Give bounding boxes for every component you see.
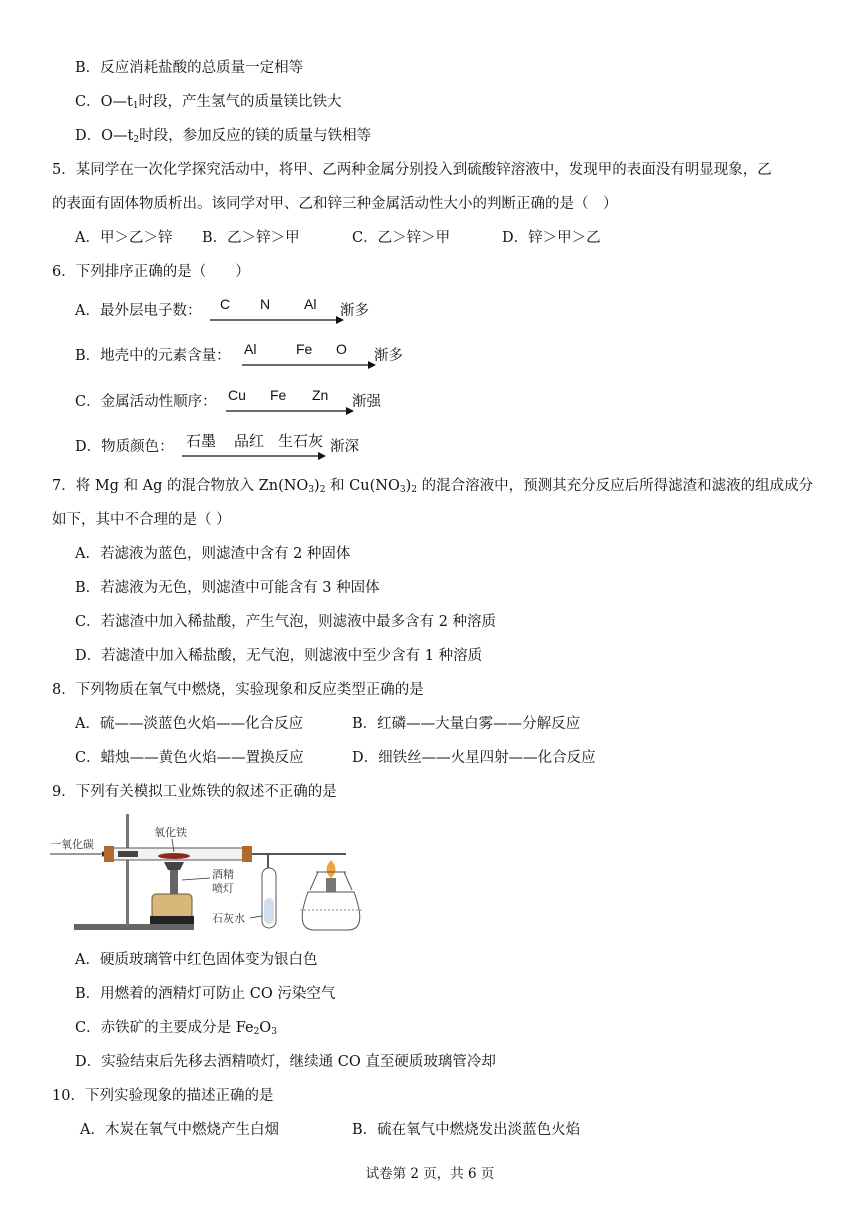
arrow-icon (224, 387, 364, 417)
arrow-item: Al (304, 296, 317, 312)
q9-stem: 9．下列有关模拟工业炼铁的叙述不正确的是 (52, 784, 337, 800)
arrow-item: O (336, 341, 347, 357)
arrow-item: N (260, 296, 271, 312)
q9-option-b: B．用燃着的酒精灯可防止 CO 污染空气 (75, 986, 336, 1002)
q6-option-d-trend: 渐深 (330, 439, 359, 455)
q8-option-b: B．红磷——大量白雾——分解反应 (352, 716, 581, 732)
q10-option-a: A．木炭在氧气中燃烧产生白烟 (80, 1122, 279, 1138)
q7-stem-line2: 如下，其中不合理的是（ ） (52, 512, 231, 528)
arrow-item: Fe (296, 341, 313, 357)
q5-stem-line2: 的表面有固体物质析出。该同学对甲、乙和锌三种金属活动性大小的判断正确的是（ ） (52, 196, 618, 212)
co-label: 一氧化碳 (50, 838, 94, 851)
q6-option-a-arrow (208, 296, 348, 326)
q9-option-d: D．实验结束后先移去酒精喷灯，继续通 CO 直至硬质玻璃管冷却 (75, 1054, 496, 1070)
q7-option-c: C．若滤渣中加入稀盐酸，产生气泡，则滤液中最多含有 2 种溶质 (75, 614, 497, 630)
arrow-item: Fe (270, 387, 287, 403)
q10-option-b: B．硫在氧气中燃烧发出淡蓝色火焰 (352, 1122, 581, 1138)
arrow-item: 石墨 (186, 433, 217, 450)
arrow-icon (208, 296, 348, 326)
q6-option-b-arrow (240, 341, 380, 371)
arrow-item: C (220, 296, 231, 312)
q9-option-a: A．硬质玻璃管中红色固体变为银白色 (75, 952, 318, 968)
q6-option-d-arrow (180, 430, 330, 462)
iron-smelting-apparatus-diagram (46, 812, 386, 942)
q7-option-d: D．若滤渣中加入稀盐酸，无气泡，则滤液中至少含有 1 种溶质 (75, 648, 483, 664)
arrow-icon (180, 430, 330, 462)
iron-oxide-label: 氧化铁 (154, 826, 187, 839)
q6-option-c-arrow (224, 387, 364, 417)
q6-option-c-label: C．金属活动性顺序： (75, 394, 217, 410)
lamp-label-line2: 喷灯 (212, 882, 234, 895)
arrow-item: Zn (312, 387, 329, 403)
q4-option-d: D．$O—t_2$时段，参加反应的镁的质量与铁相等 (75, 128, 372, 145)
q5-stem-line1: 5．某同学在一次化学探究活动中，将甲、乙两种金属分别投入到硫酸锌溶液中，发现甲的表面没有明显现象，乙 (52, 162, 772, 178)
q7-stem-line1: 7．将 Mg 和 Ag 的混合物放入 $Zn(NO_3)_2$ 和 $Cu(NO_3)_2$ 的混合溶液中，预测其充分反应后所得滤渣和滤液的组成成分 (52, 478, 814, 495)
q7-option-b: B．若滤液为无色，则滤渣中可能含有 3 种固体 (75, 580, 380, 596)
arrow-item: Al (244, 341, 257, 357)
page-footer: 试卷第 2 页，共 6 页 (365, 1166, 495, 1182)
arrow-item: 生石灰 (278, 433, 324, 450)
q4-option-c: C．$O—t_1$时段，产生氢气的质量镁比铁大 (75, 94, 342, 111)
q8-option-c: C．蜡烛——黄色火焰——置换反应 (75, 750, 304, 766)
q6-option-c-trend: 渐强 (352, 394, 381, 410)
q8-option-a: A．硫——淡蓝色火焰——化合反应 (75, 716, 303, 732)
q6-option-b-trend: 渐多 (374, 348, 403, 364)
q8-stem: 8．下列物质在氧气中燃烧，实验现象和反应类型正确的是 (52, 682, 424, 698)
q6-stem: 6．下列排序正确的是（ ） (52, 264, 250, 280)
q4-option-b: B．反应消耗盐酸的总质量一定相等 (75, 60, 304, 76)
q5-option-a: A．甲＞乙＞锌 (75, 230, 173, 246)
q6-option-d-label: D．物质颜色： (75, 439, 174, 455)
arrow-item: 品红 (234, 433, 265, 450)
arrow-icon (240, 341, 380, 371)
q5-option-c: C．乙＞锌＞甲 (352, 230, 451, 246)
q6-option-b-label: B．地壳中的元素含量： (75, 348, 231, 364)
arrow-item: Cu (228, 387, 246, 403)
q9-option-c: C．赤铁矿的主要成分是 $Fe_2O_3$ (75, 1020, 277, 1037)
q8-option-d: D．细铁丝——火星四射——化合反应 (352, 750, 596, 766)
q5-option-b: B．乙＞锌＞甲 (202, 230, 300, 246)
q6-option-a-label: A．最外层电子数： (75, 303, 202, 319)
q7-option-a: A．若滤液为蓝色，则滤渣中含有 2 种固体 (75, 546, 351, 562)
q10-stem: 10．下列实验现象的描述正确的是 (52, 1088, 274, 1104)
q5-option-d: D．锌＞甲＞乙 (502, 230, 601, 246)
lamp-label-line1: 酒精 (212, 868, 234, 881)
limewater-label: 石灰水 (212, 912, 245, 925)
q6-option-a-trend: 渐多 (340, 303, 369, 319)
